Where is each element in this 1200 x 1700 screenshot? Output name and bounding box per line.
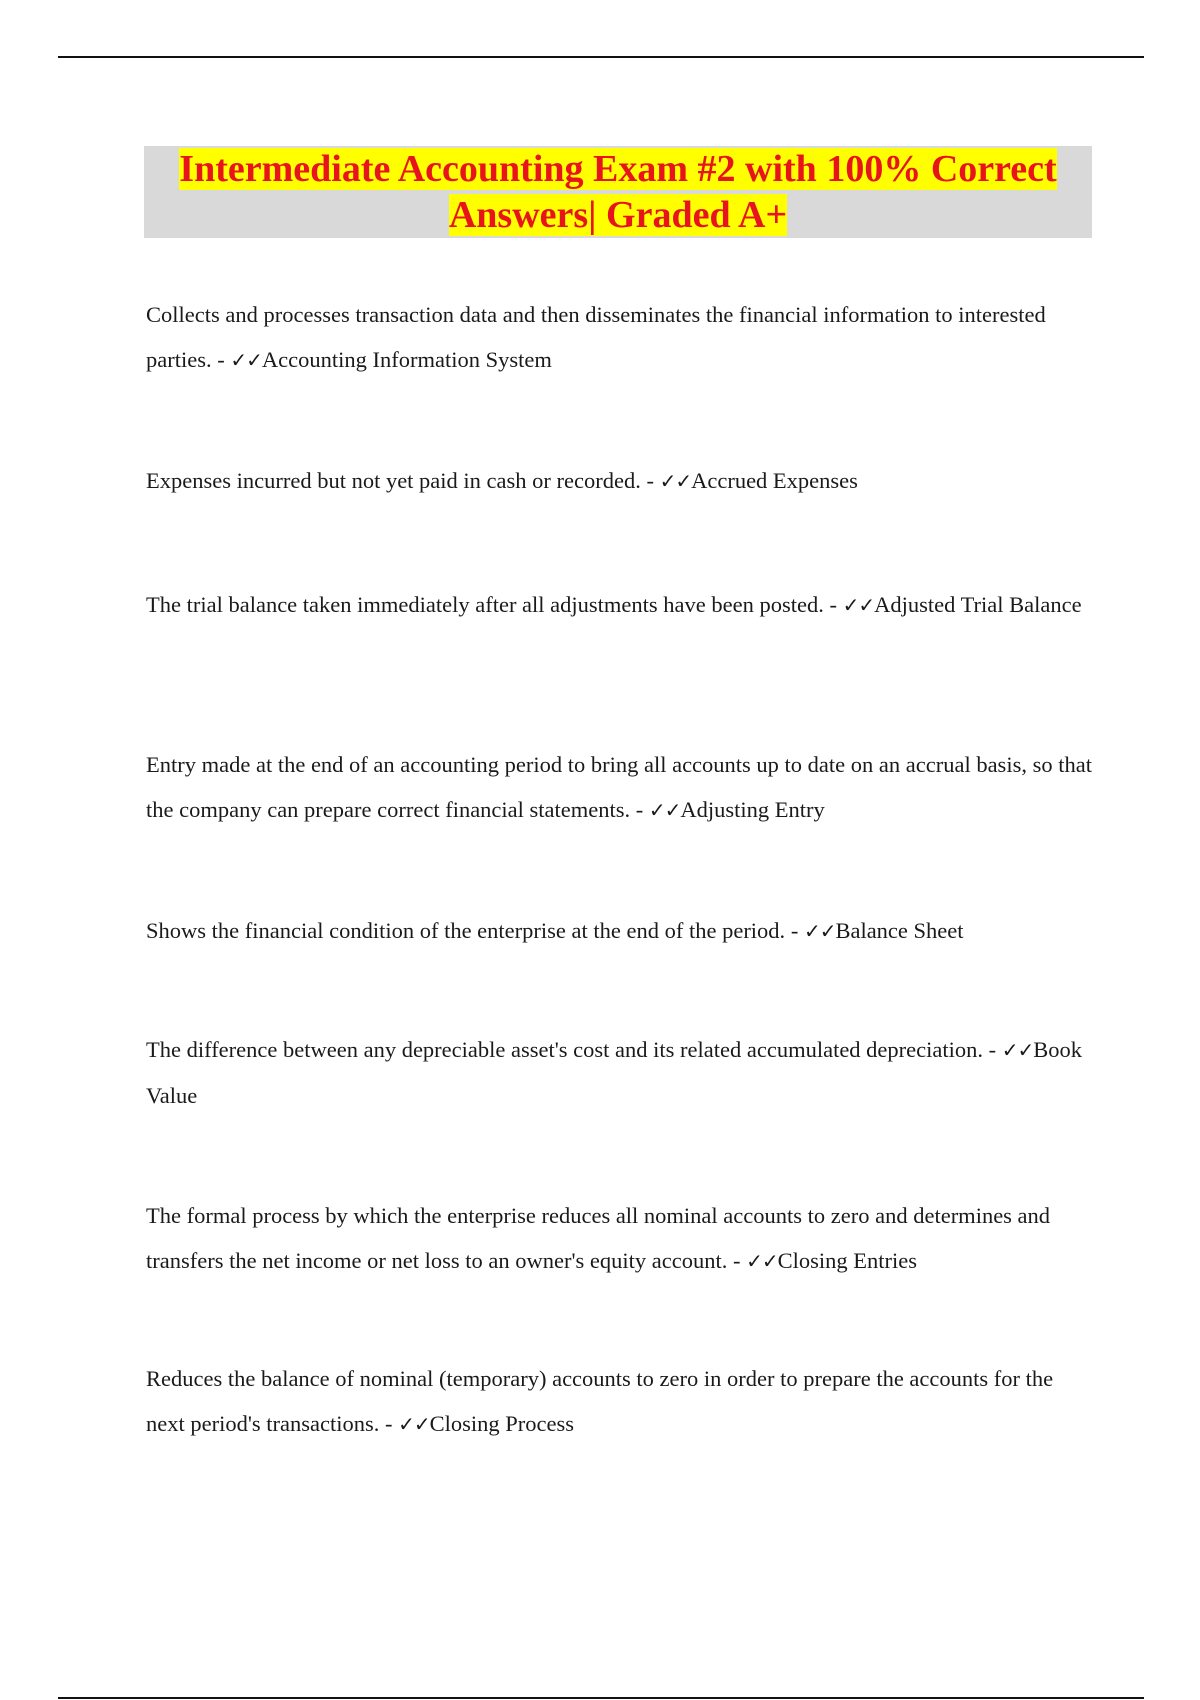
page-title [144,146,1092,238]
double-check-icon: ✓✓ [803,919,836,943]
double-check-icon: ✓✓ [746,1249,778,1273]
qa-entry [146,742,1096,833]
entry-separator: - [379,1411,399,1436]
entry-answer: Closing Entries [777,1248,918,1273]
entry-answer: Book Value [146,1037,1083,1108]
entry-separator: - [785,918,804,943]
entry-question: Shows the financial condition of the enterprise at the end of the period. [146,918,786,943]
double-check-icon: ✓✓ [230,348,262,372]
entry-separator: - [630,797,649,822]
qa-entry [146,458,1096,504]
entry-question: Expenses incurred but not yet paid in cash or recorded. [146,468,641,493]
bottom-rule [58,1697,1144,1699]
entry-question: The trial balance taken immediately after all adjustments have been posted. [146,592,824,617]
entry-answer: Balance Sheet [835,918,964,943]
entry-answer: Closing Process [429,1411,575,1436]
top-rule [58,56,1144,58]
qa-entry [146,1356,1096,1447]
qa-entry [146,292,1096,383]
entry-separator: - [823,592,843,617]
entry-question: Entry made at the end of an accounting period to bring all accounts up to date on an accrual basis, so that the company can prepare correct financial statements. [146,752,1092,822]
entry-answer: Accrued Expenses [691,468,858,493]
entry-separator: - [211,347,231,372]
entry-separator: - [727,1248,747,1273]
entry-question: Reduces the balance of nominal (temporary) accounts to zero in order to prepare the accounts for the next period's transactions. [146,1366,1054,1436]
title-line-2: Answers| Graded A+ [448,194,788,236]
qa-entry [146,1193,1096,1284]
title-line-1: Intermediate Accounting Exam #2 with 100% Correct [179,148,1057,190]
entry-separator: - [640,468,660,493]
entry-answer: Adjusting Entry [680,797,825,822]
double-check-icon: ✓✓ [398,1412,430,1436]
entry-question: The difference between any depreciable asset's cost and its related accumulated depreciation. [146,1037,983,1062]
entry-answer: Accounting Information System [261,347,552,372]
qa-entry [146,1027,1096,1118]
double-check-icon: ✓✓ [842,593,875,617]
title-banner [144,146,1092,238]
double-check-icon: ✓✓ [648,798,681,822]
qa-entry [146,582,1096,628]
entry-question: The formal process by which the enterprise reduces all nominal accounts to zero and determines and transfers the net income or net loss to an owner's equity account. [146,1203,1051,1273]
entry-answer: Adjusted Trial Balance [874,592,1082,617]
entry-question: Collects and processes transaction data and then disseminates the financial information to interested parties. [146,302,1046,372]
double-check-icon: ✓✓ [659,469,692,493]
qa-entry [146,908,1096,954]
double-check-icon: ✓✓ [1001,1038,1034,1062]
entry-separator: - [983,1037,1002,1062]
